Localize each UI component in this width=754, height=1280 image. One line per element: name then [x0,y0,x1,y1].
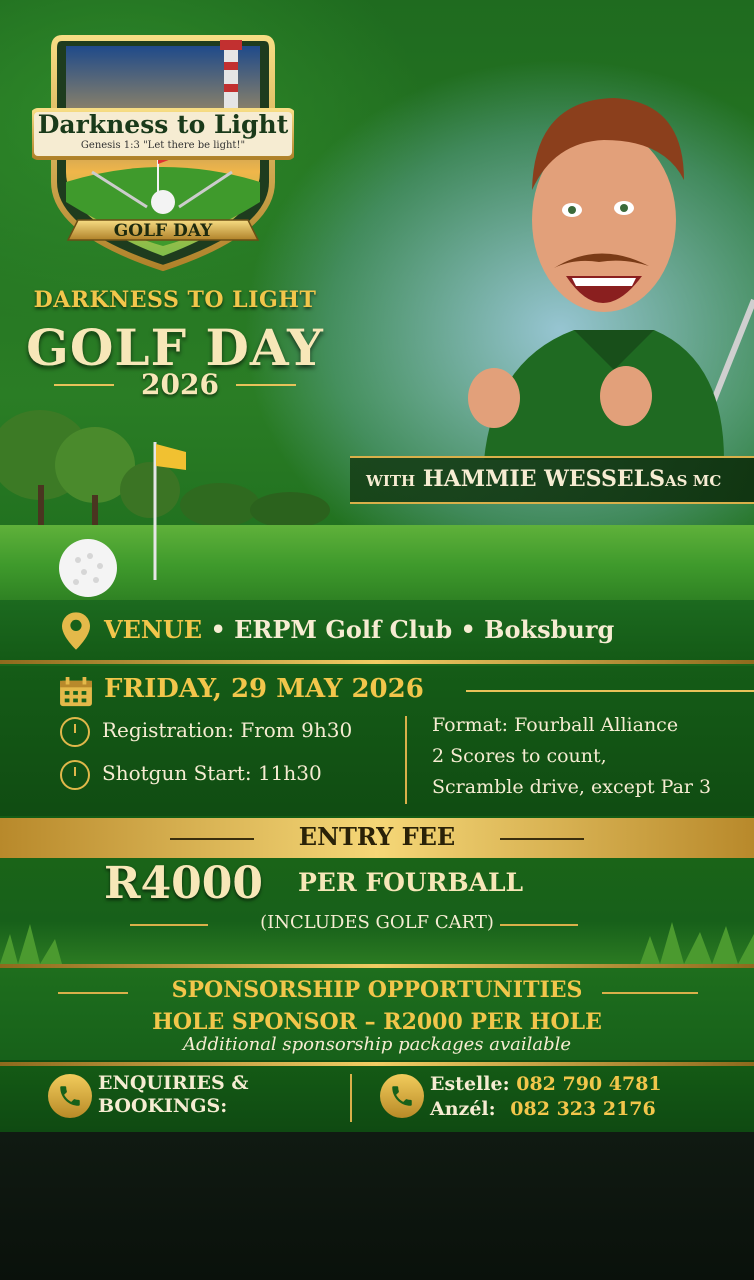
sponsorship-title: SPONSORSHIP OPPORTUNITIES [171,977,583,1003]
gold-rule [0,660,754,664]
contact-phone-2[interactable]: 082 323 2176 [510,1098,656,1120]
scramble-line: Scramble drive, except Par 3 [432,776,712,798]
clock-icon [60,717,90,747]
mc-suffix: AS MC [665,472,722,490]
venue-club: ERPM Golf Club [234,615,453,644]
scores-line: 2 Scores to count, [432,745,607,767]
contact-name-1: Estelle: [430,1073,510,1095]
logo-ribbon: GOLF DAY [113,221,213,241]
bottom-background [0,1132,754,1280]
venue-town: Boksburg [484,615,615,644]
mc-prefix: WITH [366,472,416,490]
sponsorship-note: Additional sponsorship packages available [182,1034,572,1055]
phone-icon [48,1074,92,1118]
logo-verse: Genesis 1:3 "Let there be light!" [80,140,246,151]
mc-name: HAMMIE WESSELS [422,466,666,492]
title-year: 2026 [141,368,219,401]
venue-separator: • [210,615,226,644]
shotgun-start: Shotgun Start: 11h30 [102,761,322,785]
logo-title: Darkness to Light [37,110,289,139]
golf-ball-icon [58,538,118,598]
date-divider [466,690,754,692]
contact-phone-1[interactable]: 082 790 4781 [516,1073,662,1095]
venue-separator-2: • [460,615,476,644]
title-top: DARKNESS TO LIGHT [33,287,317,313]
contact-estelle [430,1073,662,1095]
enquiries-line2: BOOKINGS: [98,1095,228,1117]
title-main: GOLF DAY [26,318,324,377]
entry-amount: R4000 [104,858,264,909]
flag-icon [150,440,190,580]
location-pin-icon [62,612,90,650]
schedule-divider [405,716,407,804]
event-date: FRIDAY, 29 MAY 2026 [104,674,424,704]
entry-per: PER FOURBALL [298,868,524,897]
title-divider-left [54,384,114,386]
venue-label: VENUE [104,615,203,644]
entry-fee-label: ENTRY FEE [298,822,456,851]
contact-name-2: Anzél: [430,1098,496,1120]
mc-text [366,466,750,492]
phone-icon [380,1074,424,1118]
format-line: Format: Fourball Alliance [432,714,679,736]
venue-line [104,615,614,644]
hole-sponsor: HOLE SPONSOR – R2000 PER HOLE [152,1009,602,1035]
entry-note: (INCLUDES GOLF CART) [260,912,494,933]
enquiries-label [98,1072,249,1118]
clock-icon [60,760,90,790]
enquiries-line1: ENQUIRIES & [98,1072,249,1094]
calendar-icon [58,677,94,707]
registration-time: Registration: From 9h30 [102,718,353,742]
contact-anzel [430,1098,656,1120]
contact-divider [350,1074,352,1122]
grass-decoration [0,914,754,964]
mc-caricature [454,80,754,460]
